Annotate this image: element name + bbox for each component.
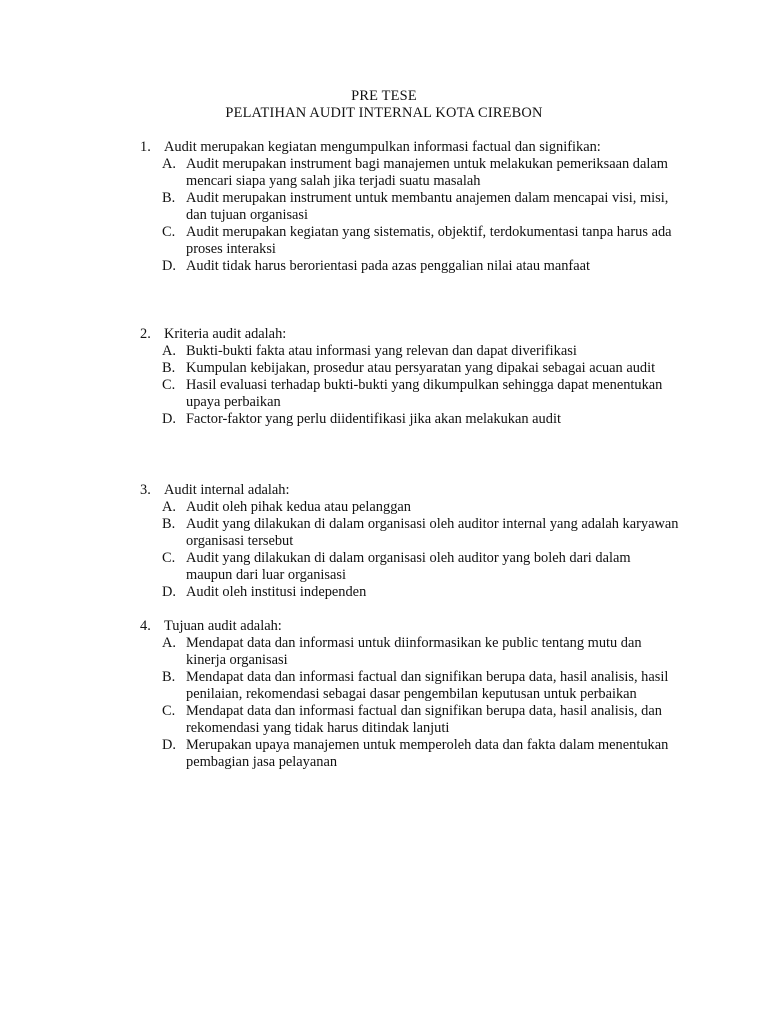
option-letter: B. (162, 516, 176, 532)
option-d (140, 584, 680, 601)
document-subtitle: PELATIHAN AUDIT INTERNAL KOTA CIREBON (225, 105, 543, 121)
question-text: Audit merupakan kegiatan mengumpulkan informasi factual dan signifikan: (164, 139, 601, 155)
option-text: Audit merupakan instrument bagi manajemen untuk melakukan pemeriksaan dalam mencari siapa yang salah jika terjadi suatu masalah (186, 156, 668, 189)
option-text: Audit merupakan instrument untuk membantu anajemen dalam mencapai visi, misi, dan tujuan organisasi (186, 190, 669, 223)
option-text: Hasil evaluasi terhadap bukti-bukti yang dikumpulkan sehingga dapat menentukan upaya perbaikan (186, 377, 663, 410)
question-number: 3. (140, 482, 151, 498)
option-letter: D. (162, 737, 176, 753)
option-letter: A. (162, 635, 176, 651)
option-text: Audit tidak harus berorientasi pada azas penggalian nilai atau manfaat (186, 258, 590, 274)
option-a (140, 635, 680, 669)
option-text: Audit merupakan kegiatan yang sistematis, objektif, terdokumentasi tanpa harus ada proses interaksi (186, 224, 672, 257)
option-letter: A. (162, 343, 176, 359)
question-text: Audit internal adalah: (164, 482, 290, 498)
option-text: Mendapat data dan informasi factual dan signifikan berupa data, hasil analisis, hasil penilaian, rekomendasi sebagai dasar pengembilan keputusan untuk perbaikan (186, 669, 669, 702)
option-list (140, 635, 680, 771)
option-letter: C. (162, 377, 176, 393)
option-list (140, 156, 680, 275)
option-letter: C. (162, 703, 176, 719)
question-number: 1. (140, 139, 151, 155)
document-title: PRE TESE (351, 88, 417, 104)
option-a (140, 343, 680, 360)
question-number: 2. (140, 326, 151, 342)
question-number: 4. (140, 618, 151, 634)
question-4 (140, 618, 680, 771)
option-letter: B. (162, 190, 176, 206)
question-stem (140, 326, 680, 343)
option-b (140, 190, 680, 224)
option-list (140, 499, 680, 601)
option-letter: D. (162, 411, 176, 427)
option-c (140, 224, 680, 258)
option-a (140, 499, 680, 516)
question-text: Kriteria audit adalah: (164, 326, 287, 342)
option-text: Audit oleh pihak kedua atau pelanggan (186, 499, 411, 515)
option-text: Mendapat data dan informasi untuk diinformasikan ke public tentang mutu dan kinerja organisasi (186, 635, 642, 668)
option-letter: D. (162, 584, 176, 600)
question-3 (140, 482, 680, 601)
option-letter: B. (162, 669, 176, 685)
question-stem (140, 139, 680, 156)
question-2 (140, 326, 680, 428)
option-text: Merupakan upaya manajemen untuk memperoleh data dan fakta dalam menentukan pembagian jasa pelayanan (186, 737, 669, 770)
option-letter: D. (162, 258, 176, 274)
option-text: Factor-faktor yang perlu diidentifikasi jika akan melakukan audit (186, 411, 561, 427)
option-letter: C. (162, 224, 176, 240)
option-letter: A. (162, 499, 176, 515)
option-c (140, 703, 680, 737)
option-text: Audit yang dilakukan di dalam organisasi oleh auditor yang boleh dari dalam maupun dari luar organisasi (186, 550, 631, 583)
option-d (140, 411, 680, 428)
option-b (140, 360, 680, 377)
option-letter: C. (162, 550, 176, 566)
option-text: Bukti-bukti fakta atau informasi yang relevan dan dapat diverifikasi (186, 343, 577, 359)
option-d (140, 258, 680, 275)
option-text: Kumpulan kebijakan, prosedur atau persyaratan yang dipakai sebagai acuan audit (186, 360, 656, 376)
question-text: Tujuan audit adalah: (164, 618, 282, 634)
question-stem (140, 618, 680, 635)
option-b (140, 669, 680, 703)
question-stem (140, 482, 680, 499)
option-c (140, 550, 680, 584)
option-letter: A. (162, 156, 176, 172)
option-list (140, 343, 680, 428)
option-letter: B. (162, 360, 176, 376)
option-b (140, 516, 680, 550)
option-c (140, 377, 680, 411)
option-text: Audit oleh institusi independen (186, 584, 367, 600)
option-d (140, 737, 680, 771)
question-1 (140, 139, 680, 275)
option-a (140, 156, 680, 190)
option-text: Audit yang dilakukan di dalam organisasi oleh auditor internal yang adalah karyawan organisasi tersebut (186, 516, 679, 549)
option-text: Mendapat data dan informasi factual dan signifikan berupa data, hasil analisis, dan rekomendasi yang tidak harus ditindak lanjuti (186, 703, 662, 736)
